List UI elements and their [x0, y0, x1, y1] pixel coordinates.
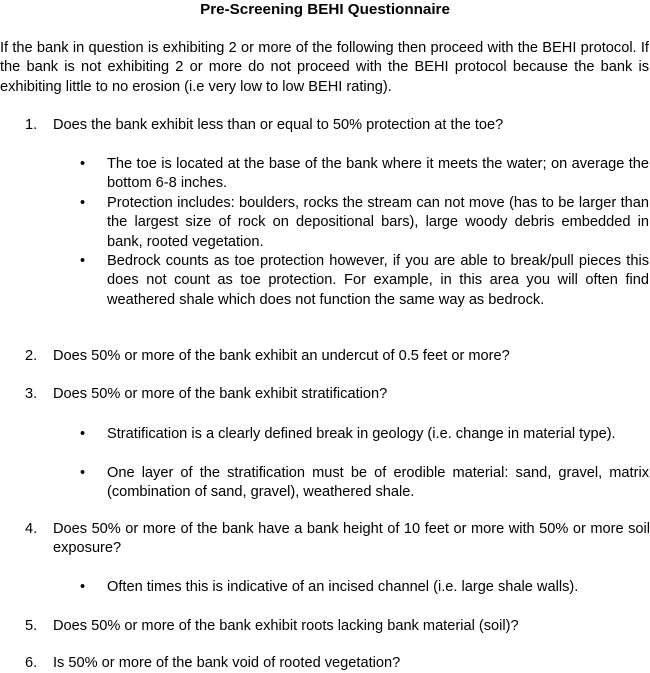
bullet-text: Stratification is a clearly defined break in geology (i.e. change in material type).	[107, 426, 616, 442]
bullet-icon: •	[80, 195, 86, 211]
question-text: Is 50% or more of the bank void of rooted vegetation?	[53, 655, 401, 671]
question-6	[25, 654, 650, 673]
question-1	[25, 116, 650, 135]
question-3-bullets	[80, 425, 649, 503]
question-number: 1.	[25, 117, 38, 133]
question-text: Does 50% or more of the bank exhibit stratification?	[53, 386, 388, 402]
question-number: 3.	[25, 386, 38, 402]
question-text: Does the bank exhibit less than or equal to 50% protection at the toe?	[53, 117, 504, 133]
question-number: 6.	[25, 655, 38, 671]
question-number: 2.	[25, 348, 38, 364]
question-number: 5.	[25, 618, 38, 634]
bullet-item	[80, 155, 649, 194]
question-number: 4.	[25, 521, 38, 537]
question-3	[25, 385, 650, 404]
bullet-item	[80, 194, 649, 252]
bullet-text: Protection includes: boulders, rocks the stream can not move (has to be larger than the largest size of rock on depositional bars), large woody debris embedded in bank, rooted vegetation.	[107, 195, 649, 250]
bullet-icon: •	[80, 253, 86, 269]
bullet-text: Often times this is indicative of an incised channel (i.e. large shale walls).	[107, 579, 579, 595]
bullet-icon: •	[80, 156, 86, 172]
page-title: Pre-Screening BEHI Questionnaire	[200, 1, 450, 18]
bullet-item	[80, 464, 649, 503]
bullet-item	[80, 578, 649, 597]
intro-paragraph: If the bank in question is exhibiting 2 or more of the following then proceed with the BEHI protocol. If the bank is not exhibiting 2 or more do not proceed with the BEHI protocol because the bank is exhibiting little to no erosion (i.e very low to low BEHI rating).	[0, 40, 649, 95]
question-text: Does 50% or more of the bank have a bank height of 10 feet or more with 50% or more soil exposure?	[53, 521, 650, 557]
question-1-bullets	[80, 155, 649, 310]
bullet-icon: •	[80, 426, 86, 442]
bullet-icon: •	[80, 465, 86, 481]
question-5	[25, 617, 650, 636]
bullet-text: One layer of the stratification must be of erodible material: sand, gravel, matrix (combination of sand, gravel), weathered shale.	[107, 465, 649, 501]
question-text: Does 50% or more of the bank exhibit roots lacking bank material (soil)?	[53, 618, 519, 634]
question-4-bullets	[80, 578, 649, 597]
question-4	[25, 520, 650, 559]
bullet-item	[80, 252, 649, 310]
question-text: Does 50% or more of the bank exhibit an undercut of 0.5 feet or more?	[53, 348, 510, 364]
bullet-text: The toe is located at the base of the bank where it meets the water; on average the bottom 6-8 inches.	[107, 156, 649, 192]
bullet-icon: •	[80, 579, 86, 595]
question-2	[25, 347, 650, 366]
bullet-item	[80, 425, 649, 464]
bullet-text: Bedrock counts as toe protection however, if you are able to break/pull pieces this does not count as toe protection. For example, in this area you will often find weathered shale which does not function the same way as bedrock.	[107, 253, 649, 308]
